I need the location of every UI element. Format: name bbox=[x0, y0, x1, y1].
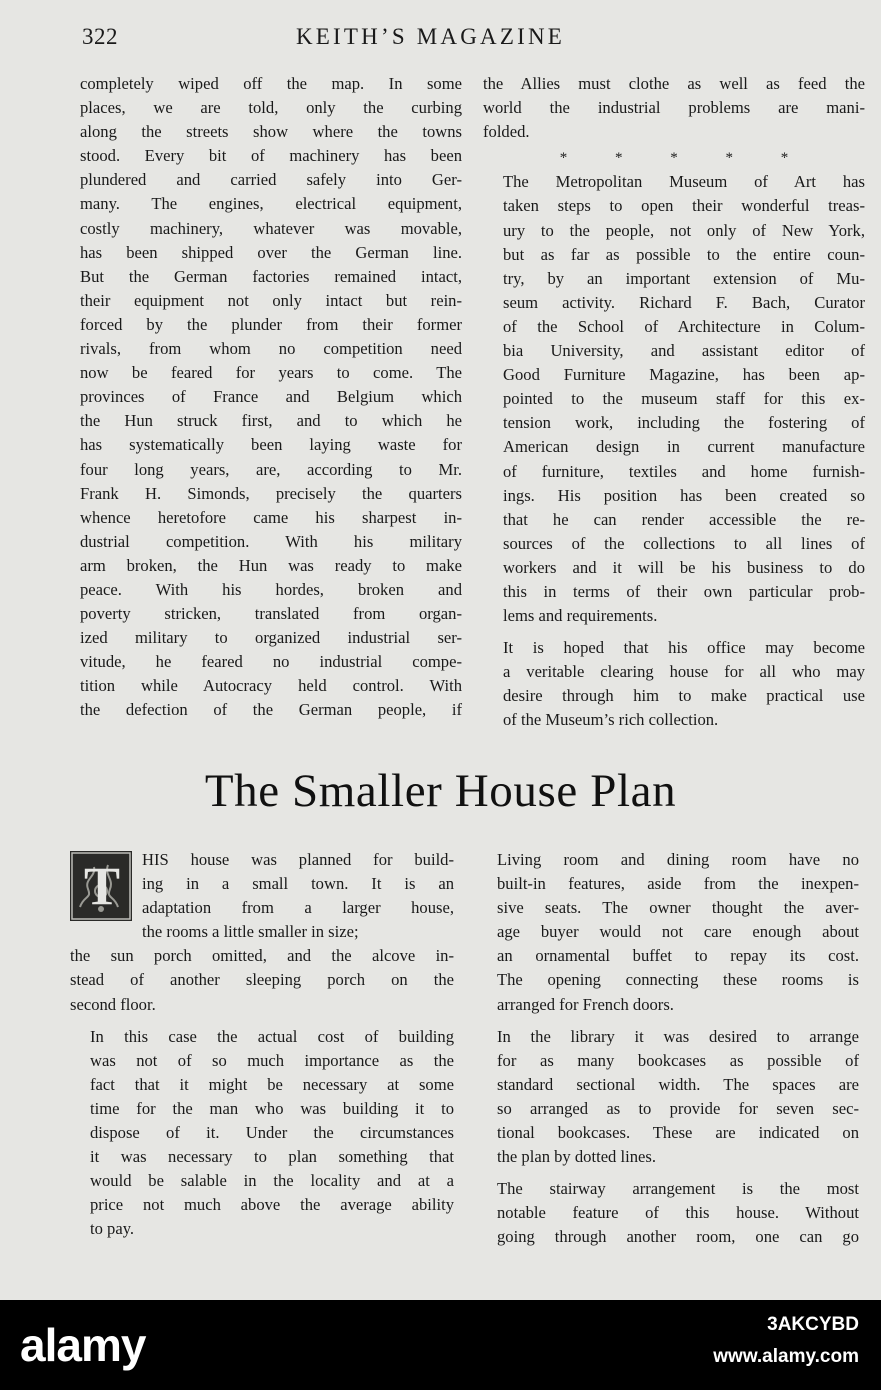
section-separator: * * * * * bbox=[559, 150, 789, 167]
bottom-left-column bbox=[70, 848, 454, 1242]
text-line: stood. Every bit of machinery has been bbox=[80, 146, 462, 166]
site-url: www.alamy.com bbox=[713, 1346, 859, 1367]
text-line: of the School of Architecture in Colum- bbox=[503, 316, 865, 336]
text-line: places, we are told, only the curbing bbox=[80, 98, 462, 118]
text-line: of furniture, textiles and home furnish- bbox=[503, 461, 865, 481]
text-line: ury to the people, not only of New York, bbox=[503, 220, 865, 240]
ornamental-dropcap bbox=[70, 851, 132, 921]
text-line: ings. His position has been created so bbox=[503, 485, 865, 505]
text-line: The opening connecting these rooms is bbox=[497, 970, 859, 990]
text-line: poverty stricken, translated from organ- bbox=[80, 604, 462, 624]
text-line: In this case the actual cost of building bbox=[90, 1026, 454, 1046]
text-line: world the industrial problems are mani- bbox=[483, 98, 865, 118]
text-line: peace. With his hordes, broken and bbox=[80, 579, 462, 599]
top-right-column bbox=[483, 72, 865, 733]
text-line: the sun porch omitted, and the alcove in- bbox=[70, 946, 454, 966]
text-line: of the Museum’s rich collection. bbox=[503, 710, 719, 730]
text-line: ing in a small town. It is an bbox=[142, 874, 454, 894]
text-line: the defection of the German people, if bbox=[80, 700, 462, 720]
top-right-paragraph-2 bbox=[483, 170, 865, 628]
text-line: would be salable in the locality and at a bbox=[90, 1171, 454, 1191]
top-right-paragraph-3 bbox=[483, 636, 865, 732]
text-line: was not of so much importance as the bbox=[90, 1050, 454, 1070]
article-title: The Smaller House Plan bbox=[204, 765, 677, 817]
text-line: lems and requirements. bbox=[503, 606, 658, 626]
text-line: American design in current manufacture bbox=[503, 437, 865, 457]
text-line: tension work, including the fostering of bbox=[503, 413, 865, 433]
text-line: In the library it was desired to arrange bbox=[497, 1026, 859, 1046]
text-line: notable feature of this house. Without bbox=[497, 1203, 859, 1223]
text-line: to pay. bbox=[90, 1219, 135, 1239]
text-line: the Allies must clothe as well as feed the bbox=[483, 74, 865, 93]
text-line: forced by the plunder from their former bbox=[80, 314, 462, 334]
text-line: folded. bbox=[483, 122, 530, 142]
top-left-column bbox=[80, 72, 462, 723]
text-line: a veritable clearing house for all who may bbox=[503, 662, 865, 682]
text-line: so arranged as to provide for seven sec- bbox=[497, 1098, 859, 1118]
image-id: 3AKCYBD bbox=[767, 1314, 859, 1335]
bottom-right-paragraph-2 bbox=[477, 1025, 859, 1170]
text-line: the Hun struck first, and to which he bbox=[80, 411, 462, 431]
text-line: standard sectional width. The spaces are bbox=[497, 1074, 859, 1094]
text-line: price not much above the average ability bbox=[90, 1195, 454, 1215]
top-right-paragraph-1 bbox=[483, 72, 865, 144]
text-line: tition while Autocracy held control. With bbox=[80, 676, 462, 696]
text-line: tional bookcases. These are indicated on bbox=[497, 1123, 859, 1143]
page-number: 322 bbox=[82, 24, 118, 49]
text-line: taken steps to open their wonderful treas- bbox=[503, 196, 865, 216]
text-line: dispose of it. Under the circumstances bbox=[90, 1123, 454, 1143]
text-line: costly machinery, whatever was movable, bbox=[80, 218, 462, 238]
text-line: an ornamental buffet to repay its cost. bbox=[497, 946, 859, 966]
text-line: But the German factories remained intact, bbox=[80, 266, 462, 286]
text-line: arm broken, the Hun was ready to make bbox=[80, 555, 462, 575]
text-line: The Metropolitan Museum of Art has bbox=[503, 172, 865, 192]
text-line: rivals, from whom no competition need bbox=[80, 339, 462, 359]
bottom-right-paragraph-3 bbox=[477, 1177, 859, 1249]
text-line: desire through him to make practical use bbox=[503, 686, 865, 706]
text-line: Frank H. Simonds, precisely the quarters bbox=[80, 483, 462, 503]
text-line: completely wiped off the map. In some bbox=[80, 74, 462, 93]
text-line: stead of another sleeping porch on the bbox=[70, 970, 454, 990]
brand-logo: alamy bbox=[20, 1319, 146, 1371]
text-line: ized military to organized industrial ser- bbox=[80, 628, 462, 648]
text-line: that he can render accessible the re- bbox=[503, 509, 865, 529]
text-line: age buyer would not care enough about bbox=[497, 922, 859, 942]
bottom-left-paragraph-2 bbox=[70, 1025, 454, 1242]
text-line: whence heretofore came his sharpest in- bbox=[80, 507, 462, 527]
text-line: four long years, are, according to Mr. bbox=[80, 459, 462, 479]
text-line: second floor. bbox=[70, 994, 156, 1014]
text-line: now be feared for years to come. The bbox=[80, 363, 462, 383]
text-line: but as far as possible to the entire coun- bbox=[503, 244, 865, 264]
text-line: adaptation from a larger house, bbox=[142, 898, 454, 918]
bottom-right-column bbox=[477, 848, 859, 1250]
text-line: try, by an important extension of Mu- bbox=[503, 268, 865, 288]
text-line: It is hoped that his office may become bbox=[503, 638, 865, 658]
text-line: time for the man who was building it to bbox=[90, 1098, 454, 1118]
text-line: workers and it will be his business to do bbox=[503, 557, 865, 577]
text-line: along the streets show where the towns bbox=[80, 122, 462, 142]
text-line: provinces of France and Belgium which bbox=[80, 387, 462, 407]
text-line: HIS house was planned for build- bbox=[142, 850, 454, 869]
text-line: built-in features, aside from the inexpen- bbox=[497, 874, 859, 894]
magazine-title: KEITH’S MAGAZINE bbox=[296, 24, 566, 49]
text-line: The stairway arrangement is the most bbox=[497, 1179, 859, 1199]
text-line: has systematically been laying waste for bbox=[80, 435, 462, 455]
dropcap-letter: T bbox=[84, 856, 121, 916]
text-line: vitude, he feared no industrial compe- bbox=[80, 652, 462, 672]
text-line: Good Furniture Magazine, has been ap- bbox=[503, 365, 865, 385]
text-line: pointed to the museum staff for this ex- bbox=[503, 389, 865, 409]
text-line: it was necessary to plan something that bbox=[90, 1147, 454, 1167]
text-line: fact that it might be necessary at some bbox=[90, 1074, 454, 1094]
top-left-paragraph bbox=[80, 72, 462, 723]
text-line: sive seats. The owner thought the aver- bbox=[497, 898, 859, 918]
text-line: for as many bookcases as possible of bbox=[497, 1050, 859, 1070]
text-line: arranged for French doors. bbox=[497, 994, 674, 1014]
text-line: many. The engines, electrical equipment, bbox=[80, 194, 462, 214]
text-line: this in terms of their own particular prob- bbox=[503, 581, 865, 601]
text-line: seum activity. Richard F. Bach, Curator bbox=[503, 292, 865, 312]
text-line: the rooms a little smaller in size; bbox=[142, 922, 359, 942]
stock-watermark-bar bbox=[0, 1300, 881, 1390]
page-header bbox=[0, 22, 881, 54]
bottom-right-paragraph-1 bbox=[477, 848, 859, 1017]
text-line: sources of the collections to all lines of bbox=[503, 533, 865, 553]
text-line: has been shipped over the German line. bbox=[80, 242, 462, 262]
bottom-left-paragraph-1-rest bbox=[70, 944, 454, 1016]
text-line: plundered and carried safely into Ger- bbox=[80, 170, 462, 190]
text-line: their equipment not only intact but rein- bbox=[80, 290, 462, 310]
text-line: bia University, and assistant editor of bbox=[503, 341, 865, 361]
text-line: dustrial competition. With his military bbox=[80, 531, 462, 551]
text-line: Living room and dining room have no bbox=[497, 850, 859, 869]
text-line: going through another room, one can go bbox=[497, 1227, 859, 1247]
text-line: the plan by dotted lines. bbox=[497, 1147, 656, 1167]
